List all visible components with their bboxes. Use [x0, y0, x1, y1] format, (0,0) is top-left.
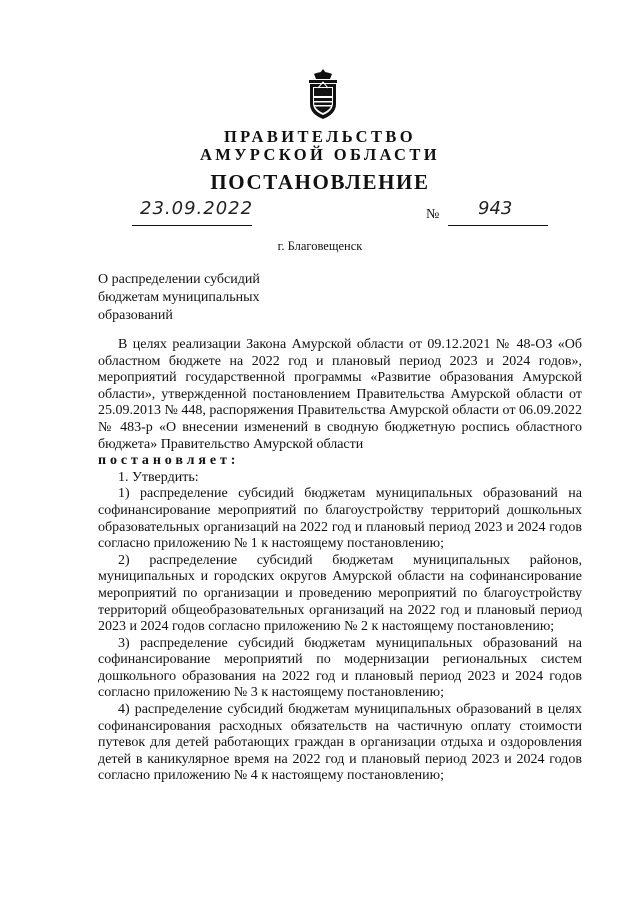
approve-clause: 1. Утвердить: — [118, 469, 199, 485]
subject-line: образований — [98, 308, 173, 323]
document-type: ПОСТАНОВЛЕНИЕ — [210, 170, 430, 194]
resolves-keyword: постановляет: — [98, 453, 240, 469]
number-sign: № — [426, 207, 440, 222]
list-item: 2) распределение субсидий бюджетам муниципальных районов, муниципальных и городских округов Амурской области на софинансирование мероприятий по организации и проведению мероприятий по благоустройству территорий общеобразовательных организаций на 2022 год и плановый период 2023 и 2024 годов согласно приложению № 2 к настоящему постановлению; — [98, 552, 582, 635]
subject-line: бюджетам муниципальных — [98, 290, 260, 305]
coat-of-arms-icon — [306, 68, 340, 120]
document-number: 943 — [478, 198, 513, 219]
list-item: 3) распределение субсидий бюджетам муниципальных образований на софинансирование мероприятий по модернизации региональных систем дошкольного образования на 2022 год и плановый период 2023 и 2024 годов согласно приложению № 3 к настоящему постановлению; — [98, 635, 582, 701]
preamble-paragraph: В целях реализации Закона Амурской области от 09.12.2021 № 48-ОЗ «Об областном бюджете на 2022 год и плановый период 2023 и 2024 годов», мероприятий государственной программы «Развитие образования Амурской области», утвержденной постановлением Правительства Амурской области от 25.09.2013 № 448, распоряжения Правительства Амурской области от 06.09.2022 № 483-р «О внесении изменений в сводную бюджетную роспись областного бюджета» Правительство Амурской области — [98, 337, 582, 452]
list-item: 1) распределение субсидий бюджетам муниципальных образований на софинансирование мероприятий по благоустройству территорий дошкольных образовательных организаций на 2022 год и плановый период 2023 и 2024 годов согласно приложению № 1 к настоящему постановлению; — [98, 486, 582, 552]
document-date: 23.09.2022 — [140, 198, 254, 219]
region-title: АМУРСКОЙ ОБЛАСТИ — [199, 145, 441, 164]
document-body — [98, 337, 582, 785]
government-title: ПРАВИТЕЛЬСТВО — [223, 127, 417, 146]
list-item: 4) распределение субсидий бюджетам муниципальных образований в целях софинансирования расходных обязательств на частичную оплату стоимости путевок для детей работающих граждан в организации отдыха и оздоровления детей в каникулярное время на 2022 год и плановый период 2023 и 2024 годов согласно приложению № 4 к настоящему постановлению; — [98, 702, 582, 784]
subject-line: О распределении субсидий — [98, 272, 260, 287]
issue-city: г. Благовещенск — [277, 239, 363, 253]
document-subject — [98, 271, 260, 325]
